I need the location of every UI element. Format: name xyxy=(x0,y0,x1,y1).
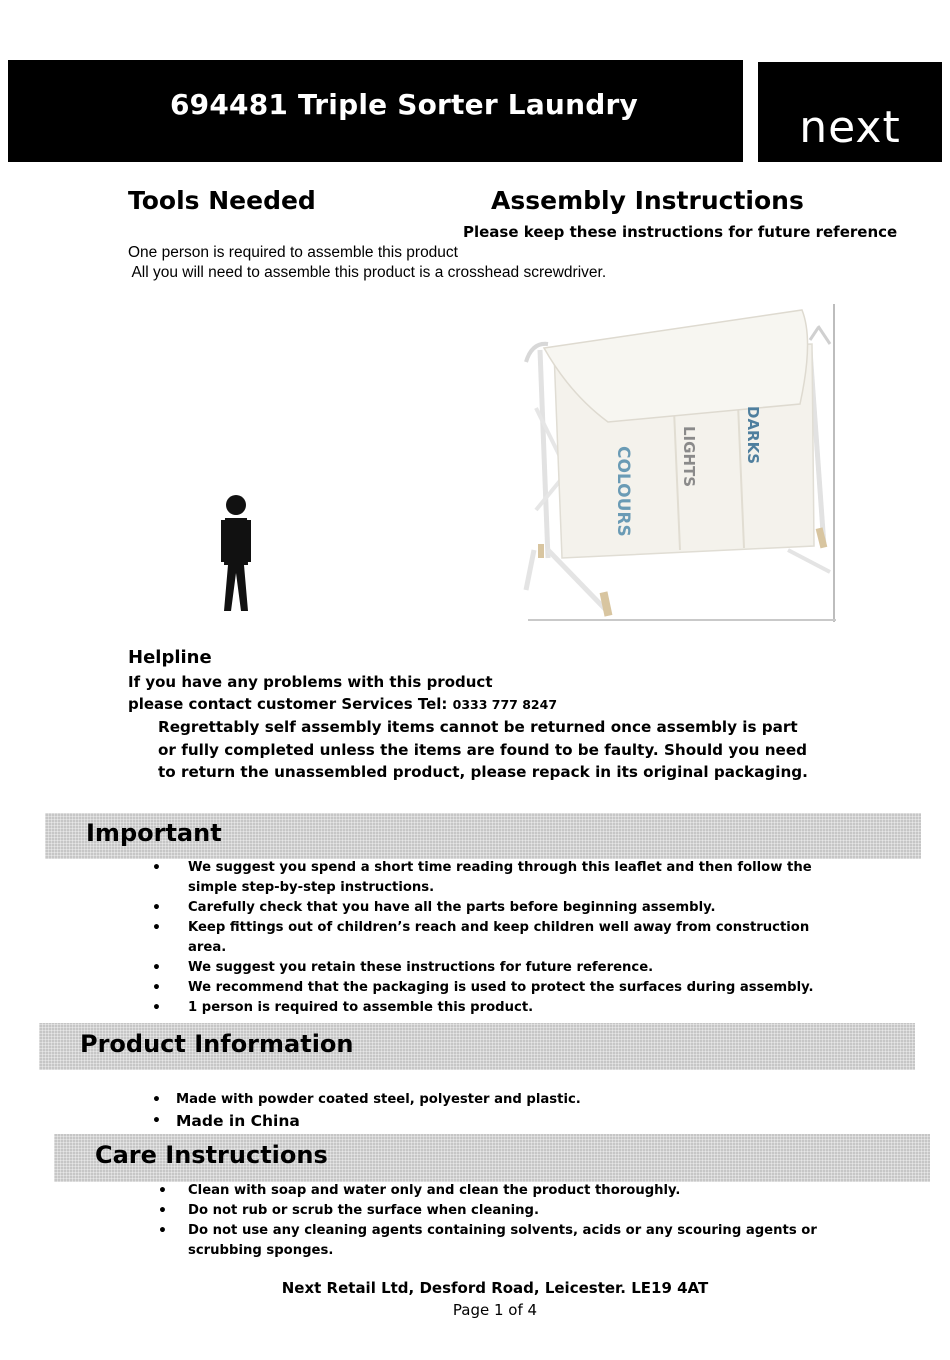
tool-note: All you will need to assemble this product is a crosshead screwdriver. xyxy=(128,264,607,281)
bullet-icon: • xyxy=(152,980,161,996)
care-heading: Care Instructions xyxy=(95,1141,328,1169)
bullet-icon: • xyxy=(152,860,161,876)
bullet-icon: • xyxy=(152,920,161,936)
persons-note: One person is required to assemble this product xyxy=(128,244,458,261)
list-item: • We recommend that the packaging is used to protect the surfaces during assembly. xyxy=(152,980,814,996)
bullet-icon: • xyxy=(158,1183,167,1199)
list-item: • Do not rub or scrub the surface when cleaning. xyxy=(158,1203,539,1219)
brand-logo-text: next xyxy=(799,102,901,153)
assembly-heading: Assembly Instructions xyxy=(491,186,804,215)
helpline-line1: If you have any problems with this product xyxy=(128,673,493,691)
bullet-icon: • xyxy=(158,1203,167,1219)
bag-label-colours: COLOURS xyxy=(613,446,633,537)
bag-label-lights: LIGHTS xyxy=(680,426,698,488)
returns-policy: Regrettably self assembly items cannot be returned once assembly is part or fully completed unless the items are found to be faulty. Should you need to return the unassembled product, please repack in its original packaging. xyxy=(158,718,808,781)
list-item: • We suggest you spend a short time reading through this leaflet and then follow the simple step-by-step instructions. xyxy=(152,860,812,895)
list-item: • Carefully check that you have all the parts before beginning assembly. xyxy=(152,900,716,916)
assembly-subheading: Please keep these instructions for future reference xyxy=(463,223,898,241)
list-item: • We suggest you retain these instructions for future reference. xyxy=(152,960,654,976)
product-image xyxy=(518,300,838,625)
bullet-icon: • xyxy=(152,960,161,976)
care-list xyxy=(158,1181,858,1261)
bullet-icon: • xyxy=(158,1223,167,1239)
product-info-list xyxy=(152,1090,852,1132)
list-item: • Clean with soap and water only and clean the product thoroughly. xyxy=(158,1183,681,1199)
list-item: • 1 person is required to assemble this product. xyxy=(152,1000,534,1016)
list-item: • Made with powder coated steel, polyester and plastic. xyxy=(152,1092,581,1108)
brand-logo xyxy=(758,62,942,162)
list-item: • Keep fittings out of children’s reach and keep children well away from construction area. xyxy=(152,920,810,955)
list-item: • Made in China xyxy=(152,1112,300,1130)
important-list xyxy=(152,858,852,1018)
page-number: Page 1 of 4 xyxy=(452,1301,538,1319)
product-info-heading: Product Information xyxy=(80,1030,354,1058)
footer-address: Next Retail Ltd, Desford Road, Leicester. LE19 4AT xyxy=(281,1279,709,1297)
helpline-phone: 0333 777 8247 xyxy=(452,697,558,712)
person-icon xyxy=(212,493,260,615)
list-item: • Do not use any cleaning agents containing solvents, acids or any scouring agents or scrubbing sponges. xyxy=(158,1223,817,1258)
helpline-heading: Helpline xyxy=(128,647,212,668)
document-title: 694481 Triple Sorter Laundry xyxy=(170,88,638,121)
bag-label-darks: DARKS xyxy=(744,406,762,465)
important-heading: Important xyxy=(86,819,222,847)
bullet-icon: • xyxy=(152,900,161,916)
helpline-line2 xyxy=(128,695,557,713)
bullet-icon: • xyxy=(152,1000,161,1016)
bullet-icon: • xyxy=(152,1113,161,1129)
bullet-icon: • xyxy=(152,1092,161,1108)
tools-heading: Tools Needed xyxy=(128,186,316,215)
helpline-contact-text: please contact customer Services Tel: xyxy=(128,695,453,713)
